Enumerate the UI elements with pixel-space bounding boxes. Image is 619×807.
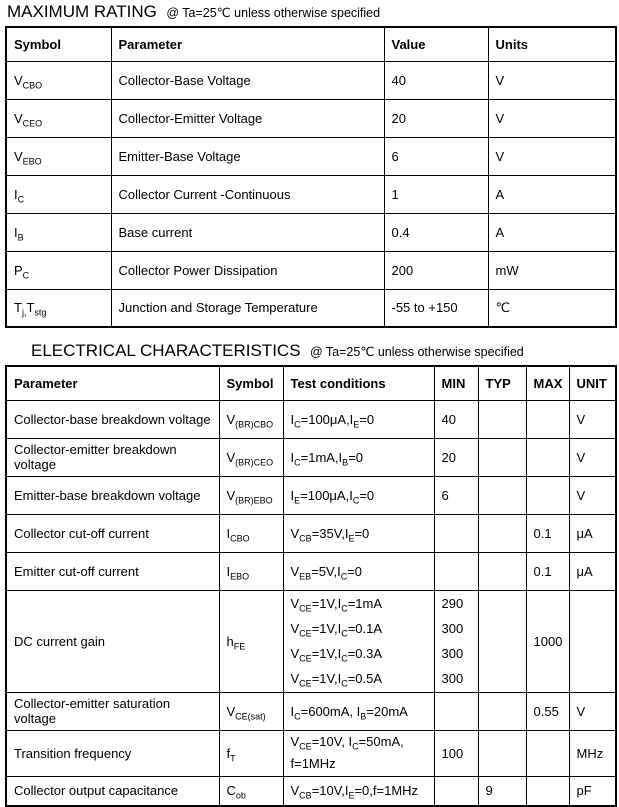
value-cell: 6: [384, 137, 488, 175]
max-cell: [526, 776, 569, 806]
cell-line: 290: [441, 596, 464, 611]
table-header: [6, 366, 616, 400]
header-row: [6, 366, 616, 400]
unit-cell: μA: [569, 552, 616, 590]
symbol-cell: $V_{CBO}$: [6, 61, 111, 99]
units-cell: V: [488, 99, 616, 137]
max-cell: 0.55: [526, 692, 569, 730]
typ-cell: [478, 730, 526, 776]
table-body: [6, 400, 616, 806]
conditions-cell: $V_{EB}=5V,I_C=0$: [283, 552, 434, 590]
value-cell: 20: [384, 99, 488, 137]
symbol-cell: $P_C$: [6, 251, 111, 289]
symbol-cell: $V_{CE(sat)}$: [219, 692, 283, 730]
parameter-cell: Collector-Emitter Voltage: [111, 99, 384, 137]
table-row: [6, 730, 616, 776]
column-header: TYP: [478, 366, 526, 400]
electrical-section: [5, 341, 615, 807]
header-row: [6, 27, 616, 61]
electrical-subtitle: @ Ta=25℃ unless otherwise specified: [309, 345, 524, 359]
parameter-cell: Collector-Base Voltage: [111, 61, 384, 99]
symbol-cell: $V_{(BR)EBO}$: [219, 476, 283, 514]
column-header: Value: [384, 27, 488, 61]
column-header: MIN: [434, 366, 478, 400]
symbol-cell: $V_{CEO}$: [6, 99, 111, 137]
conditions-cell: $I_E=100\mu A,I_C=0$: [283, 476, 434, 514]
conditions-cell: [283, 730, 434, 776]
table-row: [6, 692, 616, 730]
unit-cell: V: [569, 400, 616, 438]
parameter-cell: DC current gain: [6, 590, 219, 692]
table-row: [6, 213, 616, 251]
cell-line: $V_{CE}=1V,I_C=0.1A$: [290, 621, 383, 639]
min-cell: 6: [434, 476, 478, 514]
cell-line: 1000: [533, 633, 563, 649]
max-rating-table: [5, 26, 617, 328]
max-cell: [526, 590, 569, 692]
table-row: [6, 137, 616, 175]
symbol-cell: $V_{EBO}$: [6, 137, 111, 175]
min-cell: 100: [434, 730, 478, 776]
column-header: Symbol: [6, 27, 111, 61]
parameter-cell: Collector output capacitance: [6, 776, 219, 806]
parameter-cell: Emitter cut-off current: [6, 552, 219, 590]
column-header: Symbol: [219, 366, 283, 400]
symbol-cell: $T_{j,}T_{stg}$: [6, 289, 111, 327]
electrical-title-text: ELECTRICAL CHARACTERISTICS: [31, 341, 301, 360]
unit-cell: V: [569, 476, 616, 514]
parameter-cell: Collector Power Dissipation: [111, 251, 384, 289]
max-rating-title: [7, 2, 615, 22]
table-row: [6, 552, 616, 590]
typ-cell: 9: [478, 776, 526, 806]
electrical-table: [5, 365, 617, 807]
unit-cell: pF: [569, 776, 616, 806]
conditions-cell: [283, 590, 434, 692]
table-row: [6, 289, 616, 327]
min-cell: 40: [434, 400, 478, 438]
parameter-cell: Collector-emitter saturation voltage: [6, 692, 219, 730]
symbol-cell: $V_{(BR)CBO}$: [219, 400, 283, 438]
min-cell: [434, 692, 478, 730]
conditions-cell: $V_{CB}=35V,I_E=0$: [283, 514, 434, 552]
column-header: Parameter: [111, 27, 384, 61]
symbol-cell: $I_{CBO}$: [219, 514, 283, 552]
unit-cell: [569, 590, 616, 692]
column-header: UNIT: [569, 366, 616, 400]
symbol-cell: $V_{(BR)CEO}$: [219, 438, 283, 476]
table-row: [6, 99, 616, 137]
cell-line: $V_{CE}=1V,I_C=1mA$: [290, 596, 383, 614]
units-cell: A: [488, 175, 616, 213]
parameter-cell: Transition frequency: [6, 730, 219, 776]
table-row: [6, 514, 616, 552]
parameter-cell: Junction and Storage Temperature: [111, 289, 384, 327]
cell-line: 300: [441, 671, 464, 686]
unit-cell: MHz: [569, 730, 616, 776]
conditions-cell: $I_C=1mA,I_B=0$: [283, 438, 434, 476]
cell-line: f=1MHz: [290, 756, 336, 771]
typ-cell: [478, 400, 526, 438]
units-cell: V: [488, 137, 616, 175]
max-cell: [526, 476, 569, 514]
table-body: [6, 61, 616, 327]
typ-cell: [478, 692, 526, 730]
typ-cell: [478, 552, 526, 590]
typ-cell: [478, 590, 526, 692]
parameter-cell: Collector Current -Continuous: [111, 175, 384, 213]
table-header: [6, 27, 616, 61]
typ-cell: [478, 438, 526, 476]
units-cell: A: [488, 213, 616, 251]
conditions-cell: $V_{CB}=10V,I_E=0,f=1MHz$: [283, 776, 434, 806]
units-cell: ℃: [488, 289, 616, 327]
table-row: [6, 61, 616, 99]
min-cell: 20: [434, 438, 478, 476]
unit-cell: V: [569, 438, 616, 476]
max-rating-subtitle: @ Ta=25℃ unless otherwise specified: [166, 6, 381, 20]
value-cell: -55 to +150: [384, 289, 488, 327]
table-row: [6, 776, 616, 806]
max-cell: 0.1: [526, 552, 569, 590]
cell-line: $V_{CE}=1V,I_C=0.3A$: [290, 646, 383, 664]
value-cell: 200: [384, 251, 488, 289]
table-row: [6, 476, 616, 514]
column-header: Units: [488, 27, 616, 61]
table-row: [6, 590, 616, 692]
symbol-cell: $I_C$: [6, 175, 111, 213]
symbol-cell: $h_{FE}$: [219, 590, 283, 692]
value-cell: 1: [384, 175, 488, 213]
symbol-cell: $I_{EBO}$: [219, 552, 283, 590]
max-rating-title-text: MAXIMUM RATING: [7, 2, 157, 21]
value-cell: 0.4: [384, 213, 488, 251]
parameter-cell: Collector-emitter breakdown voltage: [6, 438, 219, 476]
unit-cell: V: [569, 692, 616, 730]
cell-line: $V_{CE}=10V$, $I_C=50mA$,: [290, 734, 404, 752]
column-header: Parameter: [6, 366, 219, 400]
max-cell: [526, 438, 569, 476]
symbol-cell: $I_B$: [6, 213, 111, 251]
parameter-cell: Collector cut-off current: [6, 514, 219, 552]
units-cell: mW: [488, 251, 616, 289]
conditions-cell: $I_C=600mA$, $I_B=20mA$: [283, 692, 434, 730]
symbol-cell: $C_{ob}$: [219, 776, 283, 806]
min-cell: [434, 776, 478, 806]
column-header: MAX: [526, 366, 569, 400]
min-cell: [434, 514, 478, 552]
max-cell: 0.1: [526, 514, 569, 552]
column-header: Test conditions: [283, 366, 434, 400]
parameter-cell: Collector-base breakdown voltage: [6, 400, 219, 438]
max-rating-section: [5, 2, 615, 328]
table-row: [6, 438, 616, 476]
max-cell: [526, 400, 569, 438]
table-row: [6, 400, 616, 438]
parameter-cell: Base current: [111, 213, 384, 251]
parameter-cell: Emitter-Base Voltage: [111, 137, 384, 175]
unit-cell: μA: [569, 514, 616, 552]
max-cell: [526, 730, 569, 776]
cell-line: 300: [441, 646, 464, 661]
cell-line: $V_{CE}=1V,I_C=0.5A$: [290, 671, 383, 689]
typ-cell: [478, 476, 526, 514]
parameter-cell: Emitter-base breakdown voltage: [6, 476, 219, 514]
table-row: [6, 175, 616, 213]
min-cell: [434, 552, 478, 590]
typ-cell: [478, 514, 526, 552]
electrical-title: [31, 341, 615, 361]
units-cell: V: [488, 61, 616, 99]
value-cell: 40: [384, 61, 488, 99]
conditions-cell: $I_C=100\mu A,I_E=0$: [283, 400, 434, 438]
cell-line: 300: [441, 621, 464, 636]
min-cell: [434, 590, 478, 692]
symbol-cell: $f_T$: [219, 730, 283, 776]
table-row: [6, 251, 616, 289]
